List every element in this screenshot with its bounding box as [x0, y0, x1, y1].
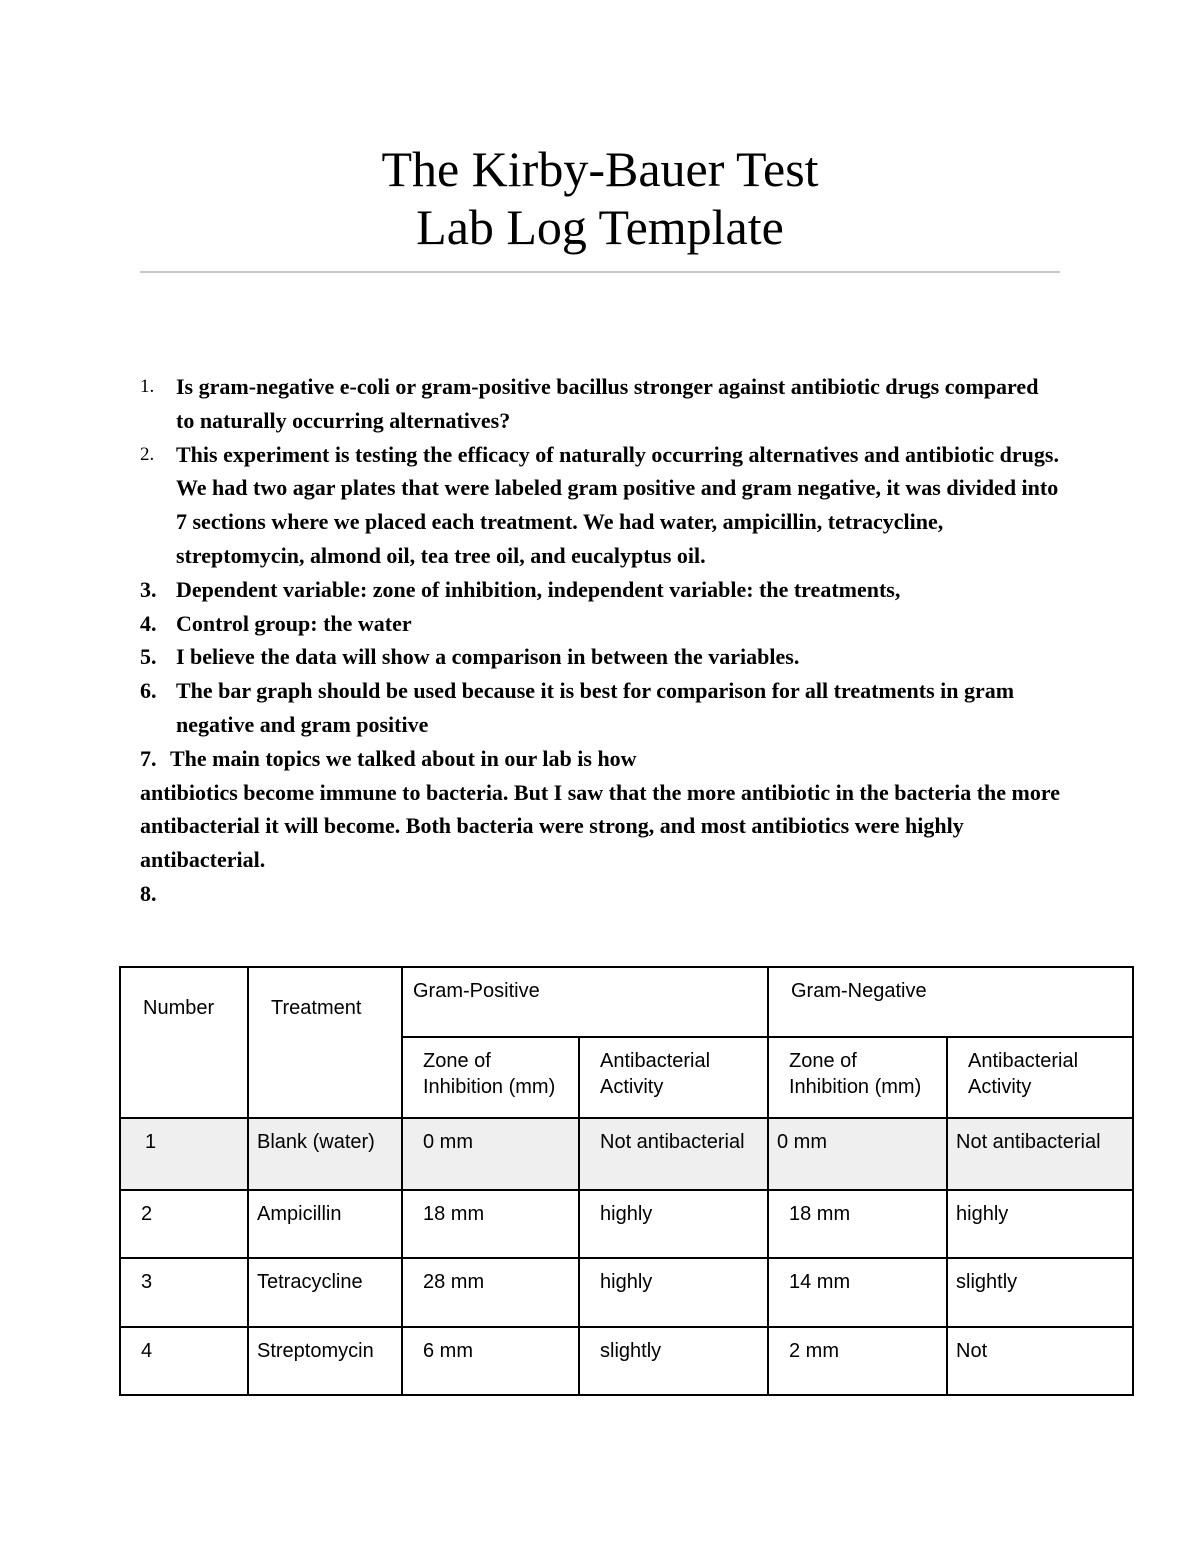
- numbered-list: [140, 370, 1060, 911]
- table-row: [120, 1258, 1133, 1327]
- cell-gp-activity: slightly: [579, 1327, 768, 1395]
- item-number: 8.: [140, 880, 157, 906]
- cell-number: 1: [120, 1118, 248, 1190]
- title-line-2: Lab Log Template: [416, 199, 784, 255]
- item-number: 3.: [140, 576, 157, 602]
- item-text: This experiment is testing the efficacy of naturally occurring alternatives and antibiotic drugs. We had two agar plates that were labeled gram positive and gram negative, it was divided into 7 sections where we placed each treatment. We had water, ampicillin, tetracycline, streptomycin, almond oil, tea tree oil, and eucalyptus oil.: [176, 441, 1059, 568]
- header-gp-activity: Antibacterial Activity: [579, 1037, 768, 1118]
- cell-gn-activity: Not: [947, 1327, 1133, 1395]
- table-row: [120, 1118, 1133, 1190]
- item-text: I believe the data will show a comparison in between the variables.: [176, 644, 800, 670]
- header-gp-zone: Zone of Inhibition (mm): [402, 1037, 579, 1118]
- cell-gn-activity: highly: [947, 1190, 1133, 1258]
- list-item-4: [140, 607, 1060, 641]
- item-text: The bar graph should be used because it is best for comparison for all treatments in gram negative and gram positive: [176, 678, 1015, 737]
- title-line-1: The Kirby-Bauer Test: [381, 141, 819, 197]
- cell-gn-zone: 14 mm: [768, 1258, 947, 1327]
- item-text: Dependent variable: zone of inhibition, independent variable: the treatments,: [176, 576, 901, 602]
- cell-treatment: Blank (water): [248, 1118, 402, 1190]
- header-number: Number: [120, 967, 248, 1118]
- list-item-6: [140, 674, 1060, 742]
- list-item-5: [140, 640, 1060, 674]
- list-item-1: [140, 370, 1060, 438]
- item-number: 2.: [140, 443, 155, 465]
- header-gram-negative: Gram-Negative: [768, 967, 1133, 1037]
- cell-number: 4: [120, 1327, 248, 1395]
- cell-gp-zone: 18 mm: [402, 1190, 579, 1258]
- cell-gp-activity: highly: [579, 1190, 768, 1258]
- list-item-2: [140, 438, 1060, 573]
- cell-gn-activity: slightly: [947, 1258, 1133, 1327]
- item-text: Is gram-negative e-coli or gram-positive bacillus stronger against antibiotic drugs compared to naturally occurring alternatives?: [176, 374, 1039, 433]
- title-divider: [140, 271, 1060, 273]
- item-number: 6.: [140, 678, 157, 704]
- cell-gn-activity: Not antibacterial: [947, 1118, 1133, 1190]
- item-text-lead: The main topics we talked about in our lab is how: [170, 745, 637, 771]
- cell-gp-activity: Not antibacterial: [579, 1118, 768, 1190]
- list-item-8: [140, 877, 1060, 911]
- cell-number: 3: [120, 1258, 248, 1327]
- cell-gn-zone: 0 mm: [768, 1118, 947, 1190]
- header-gn-zone: Zone of Inhibition (mm): [768, 1037, 947, 1118]
- cell-gp-activity: highly: [579, 1258, 768, 1327]
- table-header-row: [120, 967, 1133, 1037]
- table-row: [120, 1327, 1133, 1395]
- document-title: [0, 140, 1200, 256]
- cell-treatment: Streptomycin: [248, 1327, 402, 1395]
- cell-gp-zone: 28 mm: [402, 1258, 579, 1327]
- cell-treatment: Ampicillin: [248, 1190, 402, 1258]
- item-number: 5.: [140, 644, 157, 670]
- cell-treatment: Tetracycline: [248, 1258, 402, 1327]
- item-text: Control group: the water: [176, 610, 412, 636]
- header-treatment: Treatment: [248, 967, 402, 1118]
- table-row: [120, 1190, 1133, 1258]
- cell-gp-zone: 0 mm: [402, 1118, 579, 1190]
- item-text-continuation: antibiotics become immune to bacteria. But I saw that the more antibiotic in the bacteria the more antibacterial it will become. Both bacteria were strong, and most antibiotics were highly antibacterial.: [140, 779, 1061, 873]
- cell-gn-zone: 18 mm: [768, 1190, 947, 1258]
- header-gram-positive: Gram-Positive: [402, 967, 768, 1037]
- item-number: 4.: [140, 610, 157, 636]
- results-table: [119, 966, 1134, 1396]
- header-gn-activity: Antibacterial Activity: [947, 1037, 1133, 1118]
- cell-gp-zone: 6 mm: [402, 1327, 579, 1395]
- list-item-3: [140, 573, 1060, 607]
- cell-number: 2: [120, 1190, 248, 1258]
- item-number: 7.: [140, 745, 157, 771]
- item-number: 1.: [140, 376, 155, 397]
- list-item-7: [140, 742, 1060, 877]
- cell-gn-zone: 2 mm: [768, 1327, 947, 1395]
